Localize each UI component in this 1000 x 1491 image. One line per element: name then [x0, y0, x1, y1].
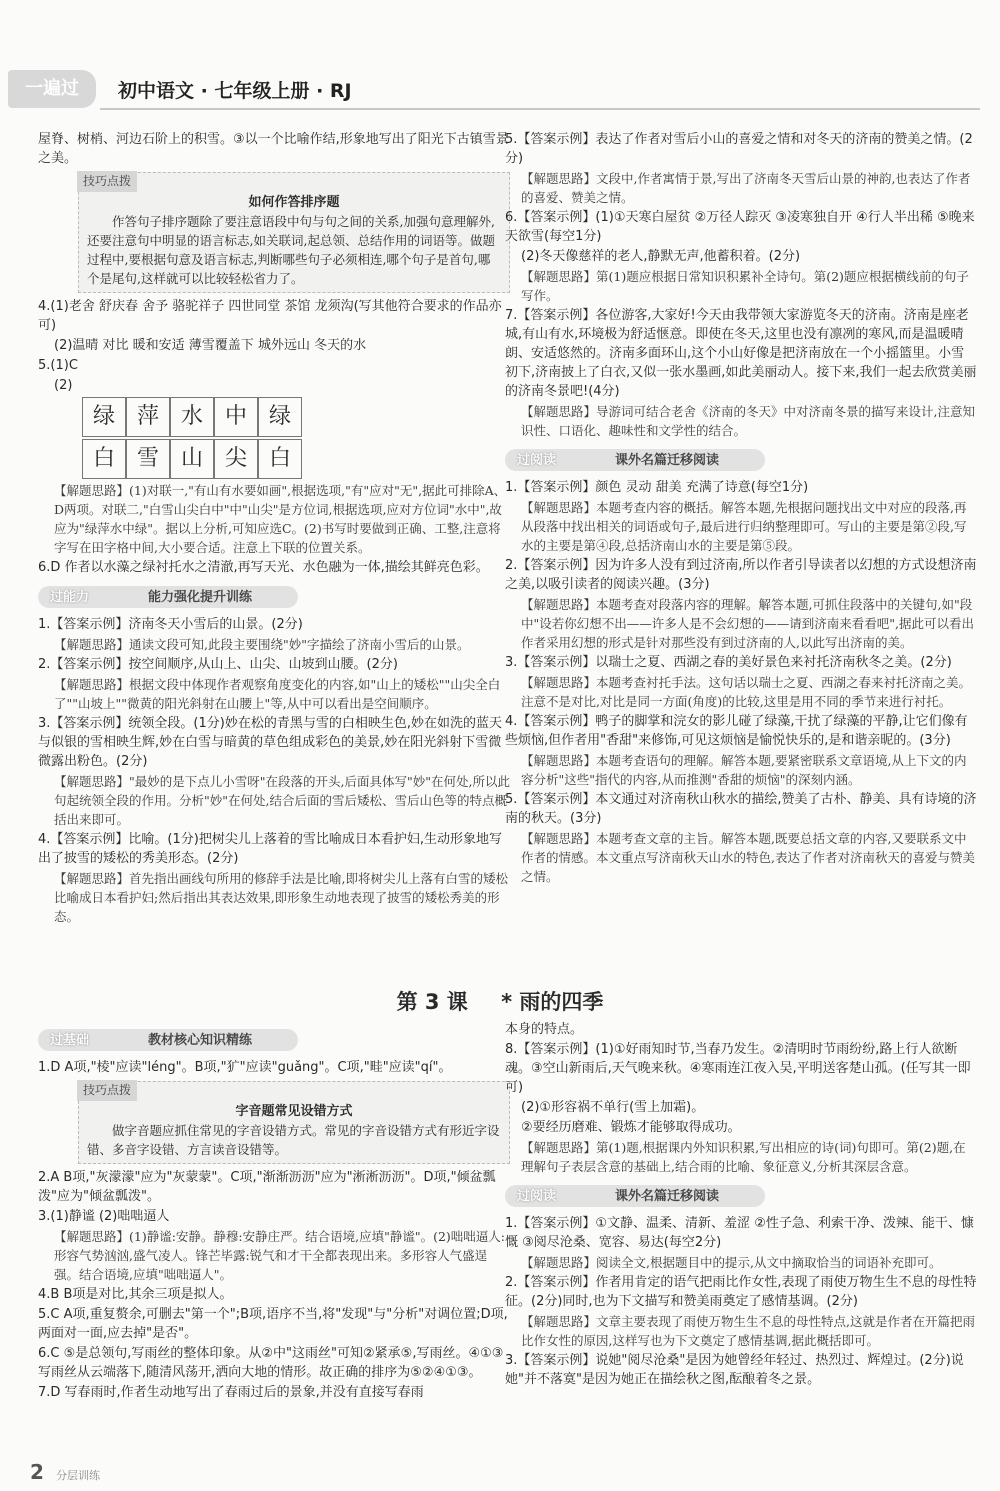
tianzige-cell: 萍 [126, 397, 170, 437]
tip-text: 作答句子排序题除了要注意语段中句与句之间的关系,加强句意理解外,还要注意句中明显的语言标志,如关联词,起总领、总结作用的词语等。做题过程中,要根据句意及语言标志,判断哪些句子必须相连,哪个句子是首句,哪个是尾句,这样就可以比较轻松省力了。 [87, 214, 495, 286]
lesson-title [0, 986, 1000, 1016]
analysis-text: 【解题思路】(1)静谧:安静。静穆:安静庄严。结合语境,应填"静谧"。(2)咄咄逼人:形容气势汹汹,盛气凌人。锋芒毕露:锐气和才干全都表现出来。多形容人气盛逞强。结合语境,应填"咄咄逼人"。 [54, 1229, 506, 1282]
analysis-text: 【解题思路】第(1)题,根据课内外知识积累,写出相应的诗(词)句即可。第(2)题,在理解句子表层含意的基础上,结合雨的比喻、象征意义,分析其深层含意。 [521, 1140, 966, 1174]
right-column-top [505, 130, 977, 887]
answer-line: 屋脊、树梢、河边石阶上的积雪。③以一个比喻作结,形象地写出了阳光下古镇雪景之美。 [38, 132, 509, 166]
tianzige-cell: 山 [170, 439, 214, 479]
analysis-text: 【解题思路】"最妙的是下点儿小雪呀"在段落的开头,后面具体写"妙"在何处,所以此句起统领全段的作用。分析"妙"在何处,结合后面的雪后矮松、雪后山色等的特点概括出来即可。 [54, 774, 510, 827]
answer-line: 4.【答案示例】比喻。(1分)把树尖儿上落着的雪比喻成日本看护妇,生动形象地写出了披雪的矮松的秀美形态。(2分) [38, 832, 502, 866]
section-subtitle: 能力强化提升训练 [148, 590, 253, 605]
section-banner [505, 1182, 977, 1208]
section-name: 过基础 [50, 1033, 90, 1048]
section-banner [505, 446, 977, 472]
answer-line: 1.【答案示例】颜色 灵动 甜美 充满了诗意(每空1分) [505, 480, 809, 495]
lesson-star: * [501, 990, 513, 1014]
analysis-text: 【解题思路】首先指出画线句所用的修辞手法是比喻,即将树尖儿上落有白雪的矮松比喻成日本看护妇;然后指出其表达效果,即形象生动地表现了披雪的矮松秀美的形态。 [54, 871, 508, 924]
answer-line: 5.【答案示例】表达了作者对雪后小山的喜爱之情和对冬天的济南的赞美之情。(2分) [505, 132, 973, 166]
answer-line: 5.(1)C [38, 358, 78, 373]
header-rule [100, 108, 980, 110]
footer-label: 分层训练 [56, 1469, 101, 1482]
analysis-text: 【解题思路】本题考查衬托手法。这句话以瑞士之夏、西湖之春来衬托济南之美。注意不是对比,对比是同一方面(角度)的比较,这里是用不同的季节来进行衬托。 [521, 675, 972, 709]
analysis-text: 【解题思路】本题考查内容的概括。解答本题,先根据问题找出文中对应的段落,再从段落中找出相关的词语或句子,最后进行归纳整理即可。写山的主要是第②段,写水的主要是第④段,总括济南山水的主要是第⑤段。 [521, 500, 967, 553]
answer-line: 5.【答案示例】本文通过对济南秋山秋水的描绘,赞美了古朴、静美、具有诗境的济南的秋天。(3分) [505, 792, 977, 826]
lesson-number: 第 3 课 [396, 990, 468, 1014]
right-column-bottom [505, 1020, 977, 1390]
brand-logo: 一遍过 [8, 70, 96, 108]
tip-title: 字音题常见设错方式 [235, 1104, 353, 1119]
tianzige-cell: 白 [82, 439, 126, 479]
answer-line: 3.(1)静谧 (2)咄咄逼人 [38, 1209, 170, 1224]
page-footer [30, 1460, 100, 1484]
answer-line: 3.【答案示例】统领全段。(1分)妙在松的青黑与雪的白相映生色,妙在如洗的蓝天与似银的雪相映生辉,妙在白雪与暗黄的草色组成彩色的美景,妙在阳光斜射下雪微微露出粉色。(2分) [38, 716, 502, 769]
answer-line: 3.【答案示例】以瑞士之夏、西湖之春的美好景色来衬托济南秋冬之美。(2分) [505, 655, 952, 670]
page-header [0, 60, 1000, 120]
answer-line: 2.A B项,"灰濛濛"应为"灰蒙蒙"。C项,"渐渐沥沥"应为"淅淅沥沥"。D项,"倾盆瓢泼"应为"倾盆瓢泼"。 [38, 1170, 496, 1204]
section-subtitle: 课外名篇迁移阅读 [615, 453, 720, 468]
analysis-text: 【解题思路】文段中,作者寓情于景,写出了济南冬天雪后山景的神韵,也表达了作者的喜爱、赞美之情。 [521, 171, 971, 205]
answer-line: 7.【答案示例】各位游客,大家好!今天由我带领大家游览冬天的济南。济南是座老城,有山有水,环境极为舒适惬意。即使在冬天,这里也没有凛冽的寒风,而是温暖晴朗、安适悠然的。济南多面环山,这个小山好像是把济南放在一个小摇篮里。小雪初下,济南披上了白衣,又似一张水墨画,如此美丽动人。接下来,我们一起去欣赏美丽的济南冬景吧!(4分) [505, 308, 977, 399]
left-column-top [38, 130, 510, 927]
answer-line: 本身的特点。 [505, 1022, 584, 1037]
tip-box [78, 1081, 510, 1164]
answer-line: (2)①形容祸不单行(雪上加霜)。 [521, 1100, 705, 1115]
answer-line: 4.【答案示例】鸭子的脚掌和浣女的影儿碰了绿藻,干扰了绿藻的平静,让它们像有些烦恼,但作者用"香甜"来修饰,可见这烦恼是愉悦快乐的,是和谐亲昵的。(3分) [505, 714, 968, 748]
analysis-text: 【解题思路】文章主要表现了雨使万物生生不息的母性特点,这就是作者在开篇把雨比作女性的原因,这样写也为下文奠定了感情基调,据此概括即可。 [521, 1314, 975, 1348]
tianzige-cell: 水 [170, 397, 214, 437]
answer-line: 7.D 写春雨时,作者生动地写出了春雨过后的景象,并没有直接写春雨 [38, 1385, 424, 1400]
tianzige-row [82, 439, 510, 479]
analysis-text: 【解题思路】通读文段可知,此段主要围绕"妙"字描绘了济南小雪后的山景。 [54, 637, 470, 652]
tianzige-cell: 绿 [258, 397, 302, 437]
lesson-name: 雨的四季 [519, 990, 604, 1014]
tip-label: 技巧点拨 [77, 1080, 137, 1101]
analysis-text: 【解题思路】本题考查文章的主旨。解答本题,既要总括文章的内容,又要联系文中作者的情感。本文重点写济南秋天山水的特色,表达了作者对济南秋天的喜爱与赞美之情。 [521, 831, 975, 884]
section-name: 过能力 [50, 590, 90, 605]
analysis-text: 【解题思路】根据文段中体现作者观察角度变化的内容,如"山上的矮松""山尖全白了""山坡上""微黄的阳光斜射在山腰上"等,从中可以看出是空间顺序。 [54, 677, 501, 711]
book-title: 初中语文 · 七年级上册 · RJ [118, 80, 352, 102]
answer-line: 1.【答案示例】济南冬天小雪后的山景。(2分) [38, 617, 303, 632]
tianzige-cell: 绿 [82, 397, 126, 437]
answer-line: 4.B B项是对比,其余三项是拟人。 [38, 1287, 233, 1302]
section-name: 过阅读 [517, 1189, 557, 1204]
section-banner [38, 1026, 510, 1052]
answer-line: 8.【答案示例】(1)①好雨知时节,当春乃发生。②清明时节雨纷纷,路上行人欲断魂。③空山新雨后,天气晚来秋。④寒雨连江夜入吴,平明送客楚山孤。(任写其一即可) [505, 1042, 971, 1095]
tianzige-cell: 尖 [214, 439, 258, 479]
tianzige-cell: 雪 [126, 439, 170, 479]
tianzige-row [82, 397, 510, 437]
section-name: 过阅读 [517, 453, 557, 468]
answer-line: 5.C A项,重复赘余,可删去"第一个";B项,语序不当,将"发现"与"分析"对调位置;D项,两面对一面,应去掉"是否"。 [38, 1307, 508, 1341]
analysis-text: 【解题思路】本题考查对段落内容的理解。解答本题,可抓住段落中的关键句,如"段中"设若你幻想不出——许多人是不会幻想的——请到济南来看看吧",据此可以看出作者采用幻想的形式是针对那些没有到过济南的人,以此写出济南的美。 [521, 597, 974, 650]
analysis-text: 【解题思路】(1)对联一,"有山有水要如画",根据选项,"有"应对"无",据此可排除A、D两项。对联二,"白雪山尖白中"中"山尖"是方位词,根据选项,应对方位词"水中",故应为"绿萍水中绿"。据以上分析,可知应选C。(2)书写时要做到正确、工整,注意将字写在田字格中间,大小要合适。注意上下联的位置关系。 [54, 483, 507, 555]
answer-line: (2)温晴 对比 暖和安适 薄雪覆盖下 城外远山 冬天的水 [54, 338, 367, 353]
answer-line: 6.【答案示例】(1)①天寒白屋贫 ②万径人踪灭 ③凌寒独自开 ④行人半出稀 ⑤晚来天欲雪(每空1分) [505, 210, 975, 244]
answer-line: 6.D 作者以水藻之绿衬托水之清澈,再写天光、水色融为一体,描绘其鲜亮色彩。 [38, 560, 489, 575]
section-banner [38, 583, 510, 609]
answer-line: (2)冬天像慈祥的老人,静默无声,他蓄积着。(2分) [521, 249, 801, 264]
answer-line: 1.D A项,"棱"应读"léng"。B项,"犷"应读"guǎng"。C项,"畦"应读"qí"。 [38, 1060, 452, 1075]
tip-text: 做字音题应抓住常见的字音设错方式。常见的字音设错方式有形近字设错、多音字设错、方言读音设错等。 [87, 1123, 500, 1157]
tip-box [78, 172, 510, 293]
answer-line: 2.【答案示例】按空间顺序,从山上、山尖、山坡到山腰。(2分) [38, 657, 398, 672]
analysis-text: 【解题思路】本题考查语句的理解。解答本题,要紧密联系文章语境,从上下文的内容分析"这些"指代的内容,从而推测"香甜的烦恼"的深刻内涵。 [521, 753, 967, 787]
answer-line: 3.【答案示例】说她"阅尽沧桑"是因为她曾经年轻过、热烈过、辉煌过。(2分)说她"并不落寞"是因为她正在描绘秋之图,酝酿着冬之景。 [505, 1353, 964, 1387]
tip-label: 技巧点拨 [77, 171, 137, 192]
answer-line: ②要经历磨难、锻炼才能够取得成功。 [521, 1120, 741, 1135]
analysis-text: 【解题思路】阅读全文,根据题目中的提示,从文中摘取恰当的词语补充即可。 [521, 1255, 942, 1270]
left-column-bottom [38, 1020, 510, 1403]
answer-line: 2.【答案示例】作者用肯定的语气把雨比作女性,表现了雨使万物生生不息的母性特征。(2分)同时,也为下文描写和赞美雨奠定了感情基调。(2分) [505, 1275, 977, 1309]
tianzige-cell: 中 [214, 397, 258, 437]
grid-label: (2) [54, 378, 73, 393]
tip-title: 如何作答排序题 [248, 195, 340, 210]
tianzige-cell: 白 [258, 439, 302, 479]
analysis-text: 【解题思路】第(1)题应根据日常知识积累补全诗句。第(2)题应根据横线前的句子写作。 [521, 269, 969, 303]
answer-line: 1.【答案示例】①文静、温柔、清新、羞涩 ②性子急、利索干净、泼辣、能干、慷慨 ③阅尽沧桑、宽容、易达(每空2分) [505, 1216, 974, 1250]
answer-line: 6.C ⑤是总领句,写雨丝的整体印象。从②中"这雨丝"可知②紧承⑤,写雨丝。④①③写雨丝从云端落下,随清风荡开,洒向大地的情形。故正确的排序为⑤②④①③。 [38, 1346, 504, 1380]
section-subtitle: 教材核心知识精练 [148, 1033, 253, 1048]
section-subtitle: 课外名篇迁移阅读 [615, 1189, 720, 1204]
answer-line: 2.【答案示例】因为许多人没有到过济南,所以作者引导读者以幻想的方式设想济南之美,以吸引读者的阅读兴趣。(3分) [505, 558, 977, 592]
analysis-text: 【解题思路】导游词可结合老舍《济南的冬天》中对济南冬景的描写来设计,注意知识性、口语化、趣味性和文学性的结合。 [521, 404, 975, 438]
page-number: 2 [30, 1460, 44, 1484]
answer-line: 4.(1)老舍 舒庆春 舍予 骆驼祥子 四世同堂 茶馆 龙须沟(写其他符合要求的作品亦可) [38, 299, 502, 333]
